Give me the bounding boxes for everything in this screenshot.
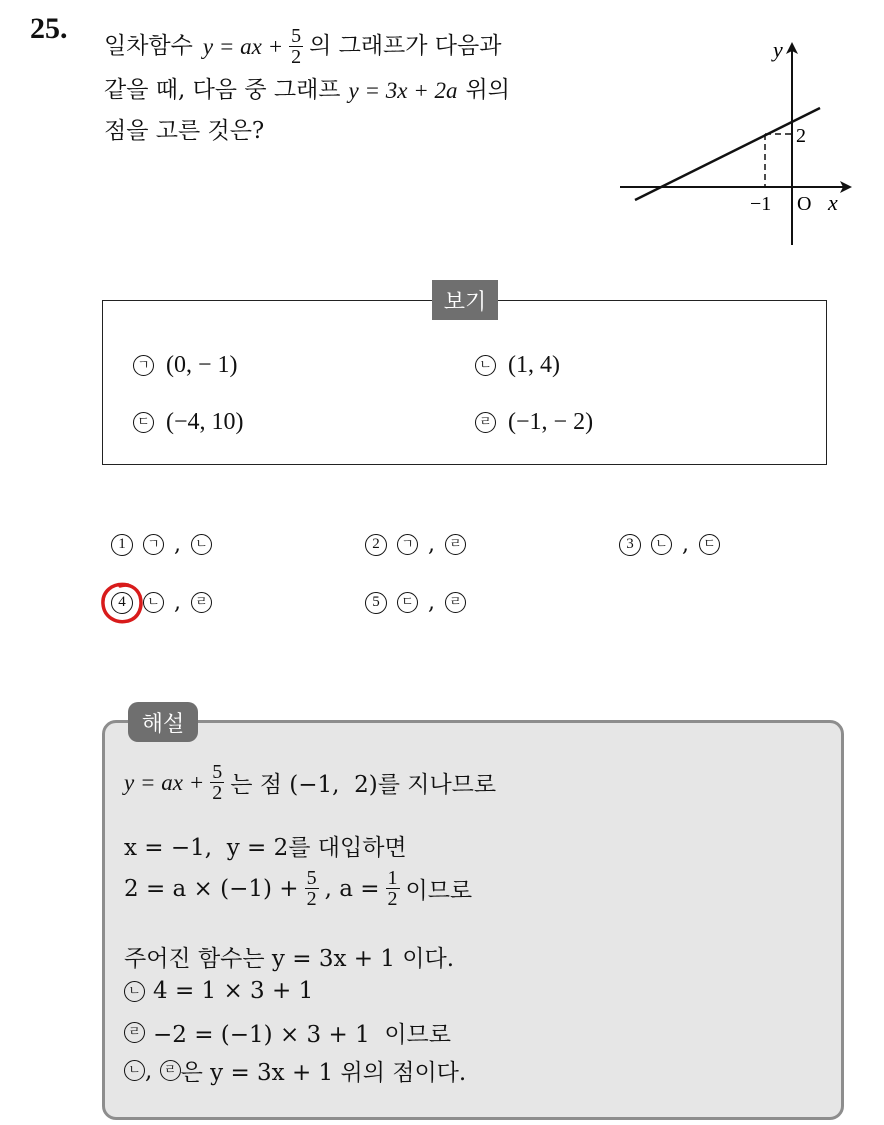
explanation-tag: 해설 xyxy=(128,702,198,742)
coordinate-text: (0, − 1) xyxy=(166,352,238,378)
question-number: 25. xyxy=(30,12,68,45)
question-equation: y = 3x + 2a xyxy=(348,78,458,103)
fraction-denominator: 2 xyxy=(387,888,398,910)
equation: 2 = a × (−1) + xyxy=(124,875,299,902)
choice-2[interactable]: 2 ㄱ , ㄹ xyxy=(365,532,466,557)
answer-mark-circle-icon xyxy=(98,580,148,626)
explanation-text: 이므로 xyxy=(405,878,473,904)
y-tick-label: 2 xyxy=(796,125,806,147)
fraction-denominator: 2 xyxy=(212,782,223,804)
choice-number: 3 xyxy=(619,534,641,556)
coordinate-text: (−4, 10) xyxy=(166,409,244,435)
x-tick-label: −1 xyxy=(750,193,772,215)
question-text-part: 위의 xyxy=(465,77,510,103)
circled-marker: ㄱ xyxy=(133,355,154,376)
fraction xyxy=(386,868,400,909)
circled-marker: ㄹ xyxy=(445,534,466,555)
explanation-line-3 xyxy=(124,868,472,909)
circled-marker: ㄴ xyxy=(475,355,496,376)
explanation-line-1 xyxy=(124,762,496,803)
choice-4[interactable]: 4 ㄴ , ㄹ xyxy=(111,590,212,615)
coordinate-text: (1, 4) xyxy=(508,352,560,378)
fraction-numerator: 1 xyxy=(387,867,398,889)
circled-marker: ㄱ xyxy=(397,534,418,555)
circled-marker: ㄹ xyxy=(124,1022,145,1043)
equation: −2 = (−1) × 3 + 1 이므로 xyxy=(153,1022,451,1048)
circled-marker: ㄴ xyxy=(143,592,164,613)
equation: y = ax + xyxy=(124,769,205,795)
explanation-text: x = −1, y = 2를 대입하면 xyxy=(124,835,407,861)
choice-5[interactable]: 5 ㄷ , ㄹ xyxy=(365,590,466,615)
explanation-text: 는 점 (−1, 2)를 지나므로 xyxy=(230,772,497,798)
choice-number: 5 xyxy=(365,592,387,614)
x-axis-label: x xyxy=(828,190,838,215)
bogi-item xyxy=(133,352,238,379)
circled-marker: ㄷ xyxy=(133,412,154,433)
explanation-line-5 xyxy=(124,978,313,1004)
fraction-numerator: 5 xyxy=(291,24,302,47)
circled-marker: ㄹ xyxy=(160,1060,181,1081)
fraction-numerator: 5 xyxy=(212,761,223,783)
choice-3[interactable]: 3 ㄴ , ㄷ xyxy=(619,532,720,557)
explanation-text: 주어진 함수는 y = 3x + 1 이다. xyxy=(124,946,455,972)
circled-marker: ㄴ xyxy=(124,981,145,1002)
circled-marker: ㄹ xyxy=(445,592,466,613)
bogi-box xyxy=(102,300,827,465)
circled-marker: ㄷ xyxy=(397,592,418,613)
equation: 4 = 1 × 3 + 1 xyxy=(153,978,314,1004)
choice-1[interactable]: 1 ㄱ , ㄴ xyxy=(111,532,212,557)
origin-label: O xyxy=(797,193,812,215)
fraction-denominator: 2 xyxy=(306,888,317,910)
explanation-line-7: ㄴ , ㄹ 은 y = 3x + 1 위의 점이다. xyxy=(124,1054,466,1087)
question-text-part: 점을 고른 것은? xyxy=(104,118,265,144)
circled-marker: ㄴ xyxy=(651,534,672,555)
bogi-item xyxy=(475,409,593,436)
circled-marker: ㄴ xyxy=(124,1060,145,1081)
question-equation: y = ax + xyxy=(202,33,284,59)
fraction-numerator: 5 xyxy=(306,867,317,889)
fraction xyxy=(305,868,319,909)
bogi-item xyxy=(133,409,244,436)
question-text-part: 일차함수 xyxy=(104,32,193,59)
coordinate-text: (−1, − 2) xyxy=(508,409,594,435)
fraction xyxy=(289,26,303,67)
y-axis-label: y xyxy=(773,37,783,62)
choice-number: 4 xyxy=(111,592,133,614)
circled-marker: ㄹ xyxy=(191,592,212,613)
explanation-line-6 xyxy=(124,1016,451,1049)
fraction-denominator: 2 xyxy=(291,45,302,68)
bogi-item xyxy=(475,352,560,379)
circled-marker: ㄹ xyxy=(475,412,496,433)
question-text-part: 같을 때, 다음 중 그래프 xyxy=(104,77,341,103)
equation: , a = xyxy=(324,875,380,902)
choice-number: 2 xyxy=(365,534,387,556)
bogi-tag: 보기 xyxy=(432,280,498,320)
explanation-line-4 xyxy=(124,940,454,973)
question-text-part: 의 그래프가 다음과 xyxy=(309,32,502,59)
circled-marker: ㄷ xyxy=(699,534,720,555)
line-graph xyxy=(610,30,860,255)
explanation-line-2 xyxy=(124,829,407,862)
choice-number: 1 xyxy=(111,534,133,556)
circled-marker: ㄴ xyxy=(191,534,212,555)
circled-marker: ㄱ xyxy=(143,534,164,555)
question-text xyxy=(104,22,594,152)
fraction xyxy=(210,762,224,803)
explanation-text: 은 y = 3x + 1 위의 점이다. xyxy=(180,1060,467,1086)
